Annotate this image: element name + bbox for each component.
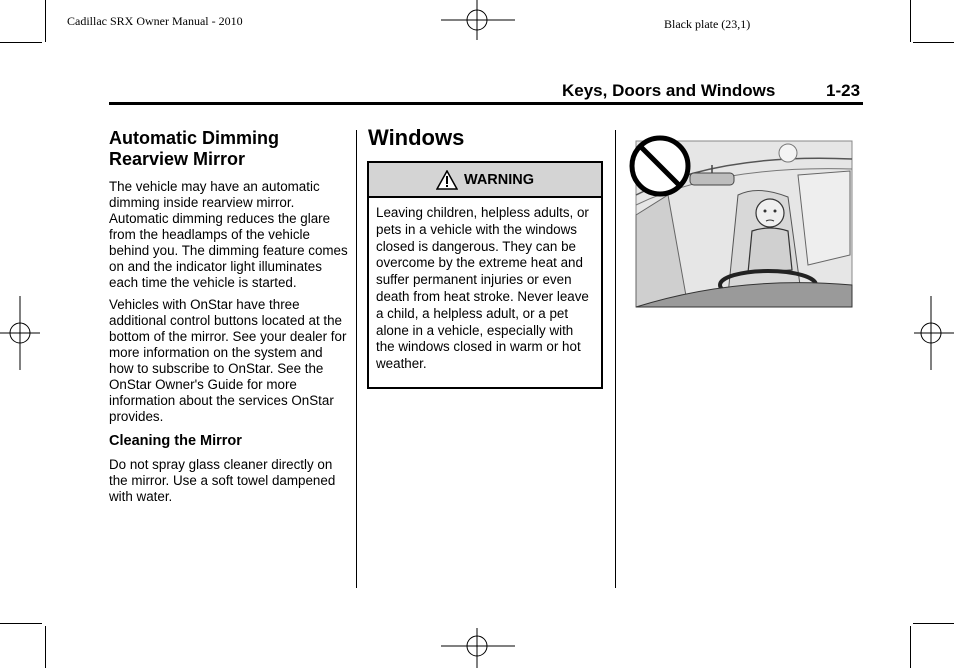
crop-mark xyxy=(913,623,954,624)
warning-label: WARNING xyxy=(463,171,535,188)
page-number: 1-23 xyxy=(826,81,861,100)
mirror-paragraph: The vehicle may have an automatic dimming inside rearview mirror. Automatic dimming reduces the glare from the headlamps of the vehicle behind you. The dimming feature comes on and the indicator light illuminates each time the vehicle is started. xyxy=(109,179,348,290)
crop-mark xyxy=(913,42,954,43)
registration-mark-icon xyxy=(914,296,954,370)
registration-mark-icon xyxy=(441,628,515,668)
crop-mark xyxy=(0,42,42,43)
header-rule xyxy=(109,102,863,105)
registration-mark-icon xyxy=(441,0,515,40)
registration-mark-icon xyxy=(0,296,40,370)
plate-label: Black plate (23,1) xyxy=(664,17,751,31)
cleaning-paragraph: Do not spray glass cleaner directly on the mirror. Use a soft towel dampened with water. xyxy=(109,457,336,504)
crop-mark xyxy=(45,0,46,42)
warning-box xyxy=(367,161,603,389)
prohibition-icon xyxy=(628,134,692,198)
column-divider xyxy=(356,130,357,588)
crop-mark xyxy=(0,623,42,624)
section-title: Keys, Doors and Windows xyxy=(562,81,776,100)
mirror-heading: Automatic Dimming Rearview Mirror xyxy=(109,128,280,169)
manual-title: Cadillac SRX Owner Manual - 2010 xyxy=(67,14,243,28)
warning-triangle-icon xyxy=(436,170,458,190)
crop-mark xyxy=(45,626,46,668)
cleaning-subheading: Cleaning the Mirror xyxy=(109,433,242,449)
warning-header xyxy=(369,163,601,198)
crop-mark xyxy=(910,0,911,42)
crop-mark xyxy=(910,626,911,668)
warning-text: Leaving children, helpless adults, or pets in a vehicle with the windows closed is dangerous. They can be overcome by the extreme heat and suffer permanent injuries or even death from heat stroke. Never leave a child, a helpless adult, or a pet alone in a vehicle, especially with the windows closed in warm or hot weather. xyxy=(376,205,589,372)
left-column xyxy=(109,128,349,505)
column-divider xyxy=(615,130,616,588)
onstar-paragraph: Vehicles with OnStar have three additional control buttons located at the bottom of the mirror. See your dealer for more information on the system and how to subscribe to OnStar. See the OnStar Owner's Guide for more information about the services OnStar provides. xyxy=(109,297,347,424)
windows-heading: Windows xyxy=(368,125,465,150)
